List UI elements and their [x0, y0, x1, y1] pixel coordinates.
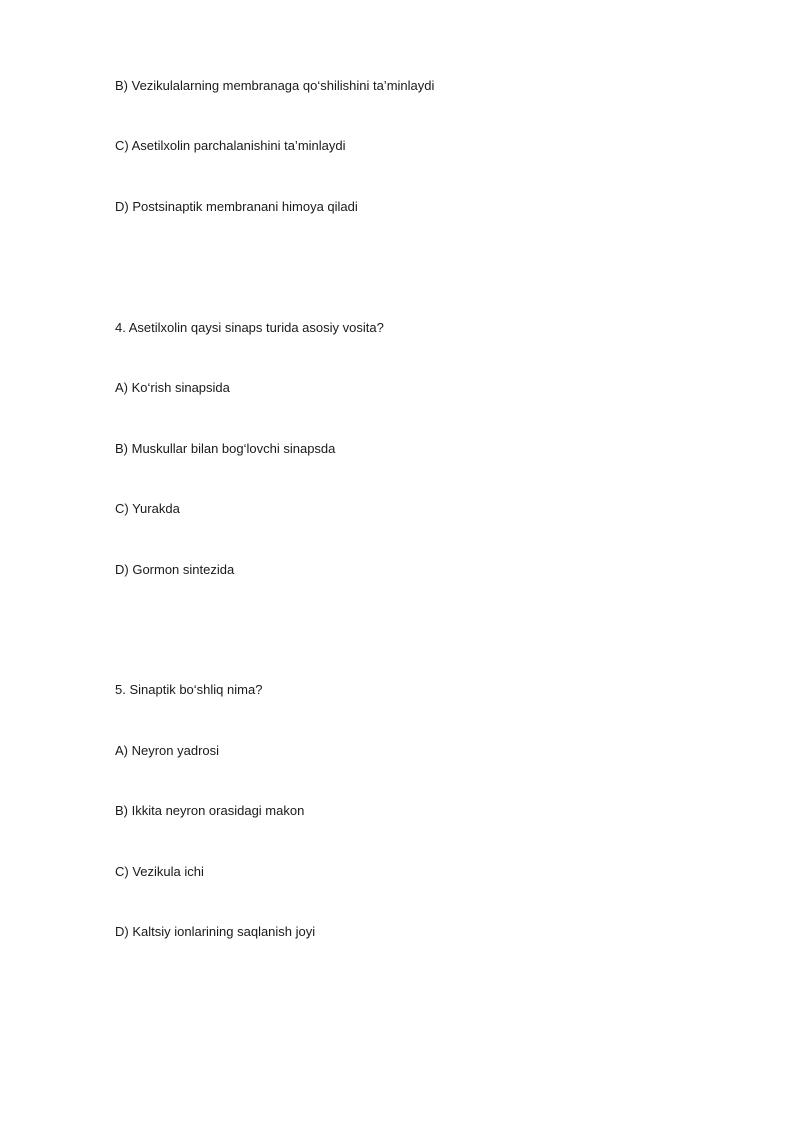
q3-option-d: D) Postsinaptik membranani himoya qiladi: [115, 199, 358, 214]
q5-option-d: D) Kaltsiy ionlarining saqlanish joyi: [115, 924, 316, 939]
q4-option-a: A) Ko‘rish sinapsida: [115, 380, 230, 395]
q4-option-b: B) Muskullar bilan bog‘lovchi sinapsda: [115, 441, 336, 456]
q3-option-c: C) Asetilxolin parchalanishini ta’minlaydi: [115, 138, 346, 153]
q3-option-b: B) Vezikulalarning membranaga qo‘shilishini ta’minlaydi: [115, 78, 435, 93]
q5-option-c: C) Vezikula ichi: [115, 864, 204, 879]
q4-question: 4. Asetilxolin qaysi sinaps turida asosiy vosita?: [115, 320, 384, 335]
q5-question: 5. Sinaptik bo‘shliq nima?: [115, 682, 263, 697]
q4-option-d: D) Gormon sintezida: [115, 562, 235, 577]
q4-option-c: C) Yurakda: [115, 501, 180, 516]
q5-option-b: B) Ikkita neyron orasidagi makon: [115, 803, 305, 818]
q5-option-a: A) Neyron yadrosi: [115, 743, 220, 758]
